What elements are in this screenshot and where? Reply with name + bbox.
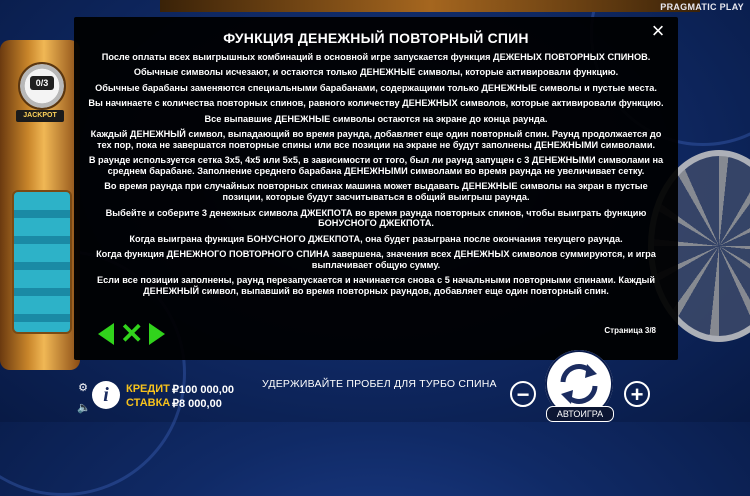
rules-paragraph: Обычные барабаны заменяются специальными барабанами, содержащими только ДЕНЕЖНЫЕ символы и пустые места. <box>95 82 657 93</box>
rules-paragraph: Каждый ДЕНЕЖНЫЙ символ, выпадающий во время раунда, добавляет еще один повторный спин. Раунд продолжается до тех пор, пока не завершатся повторные спины или все позиции на экране не будут заполнены ДЕНЕЖНЫМИ символами. <box>90 128 662 150</box>
increase-bet-button[interactable]: + <box>624 381 650 407</box>
counter-gauge <box>18 62 66 110</box>
prev-page-arrow-icon[interactable] <box>98 323 114 345</box>
brand-logo: PRAGMATIC PLAY <box>660 2 744 12</box>
spin-arrows-icon <box>551 356 607 412</box>
rules-paragraph: Обычные символы исчезают, и остаются только ДЕНЕЖНЫЕ символы, которые активировали функцию. <box>133 67 619 78</box>
info-button[interactable]: i <box>92 381 120 409</box>
counter-value: 0/3 <box>30 76 54 90</box>
jackpot-tag: JACKPOT <box>16 110 64 122</box>
rules-paragraph: Вы начинаете с количества повторных спинов, равного количеству ДЕНЕЖНЫХ символов, которые активировали функцию. <box>88 98 664 109</box>
modal-body <box>88 52 664 301</box>
rules-paragraph: Все выпавшие ДЕНЕЖНЫЕ символы остаются на экране до конца раунда. <box>204 113 548 124</box>
close-x-icon[interactable]: ✕ <box>120 318 144 349</box>
page-indicator: Страница 3/8 <box>604 326 656 335</box>
reel-frame-top <box>160 0 700 12</box>
machine-glass <box>12 190 72 334</box>
settings-icon[interactable]: ⚙ <box>78 382 88 394</box>
sound-icon[interactable]: 🔈 <box>77 402 91 414</box>
rules-paragraph: Когда выиграна функция БОНУСНОГО ДЖЕКПОТА, она будет разыграна после окончания текущего раунда. <box>129 233 623 244</box>
credit-value: ₽100 000,00 <box>172 384 235 396</box>
autoplay-button[interactable]: АВТОИГРА <box>546 406 614 422</box>
rules-paragraph: В раунде используется сетка 3x5, 4x5 или 5x5, в зависимости от того, был ли раунд запущен с 3 ДЕНЕЖНЫМИ символами на среднем барабане. Заполнение среднего барабана ДЕНЕЖНЫМИ символами во время раунда не увеличивает сетку. <box>88 155 664 176</box>
credit-label: КРЕДИТ <box>126 383 170 395</box>
close-icon[interactable]: × <box>651 18 665 43</box>
rules-paragraph: После оплаты всех выигрышных комбинаций в основной игре запускается функция ДЕЖЕНЫХ ПОВТОРНЫХ СПИНОВ. <box>101 52 651 62</box>
rules-modal <box>74 17 678 360</box>
modal-title: ФУНКЦИЯ ДЕНЕЖНЫЙ ПОВТОРНЫЙ СПИН <box>223 30 529 46</box>
bet-value: ₽8 000,00 <box>172 398 222 410</box>
bet-label: СТАВКА <box>126 397 171 409</box>
rules-paragraph: Если все позиции заполнены, раунд перезапускается и начинается снова с 5 начальными повторными спинами. Каждый ДЕНЕЖНЫЙ символ, выпавший во время повторных раундов, добавляет еще один повторный спин. <box>96 275 656 297</box>
page-navigation <box>98 319 165 349</box>
turbo-hint: УДЕРЖИВАЙТЕ ПРОБЕЛ ДЛЯ ТУРБО СПИНА <box>262 378 497 390</box>
next-page-arrow-icon[interactable] <box>149 323 165 345</box>
rules-paragraph: Во время раунда при случайных повторных спинах машина может выдавать ДЕНЕЖНЫЕ символы на экран в пустые позиции, которые будут засчитываться в общий выигрыш раунда. <box>104 181 648 203</box>
rules-paragraph: Выбейте и соберите 3 денежных символа ДЖЕКПОТА во время раунда повторных спинов, чтобы выиграть функцию БОНУСНОГО ДЖЕКПОТА. <box>105 207 647 229</box>
rules-paragraph: Когда функция ДЕНЕЖНОГО ПОВТОРНОГО СПИНА завершена, значения всех ДЕНЕЖНЫХ символов суммируются, и игра выплачивает общую сумму. <box>96 249 656 270</box>
decrease-bet-button[interactable]: − <box>510 381 536 407</box>
